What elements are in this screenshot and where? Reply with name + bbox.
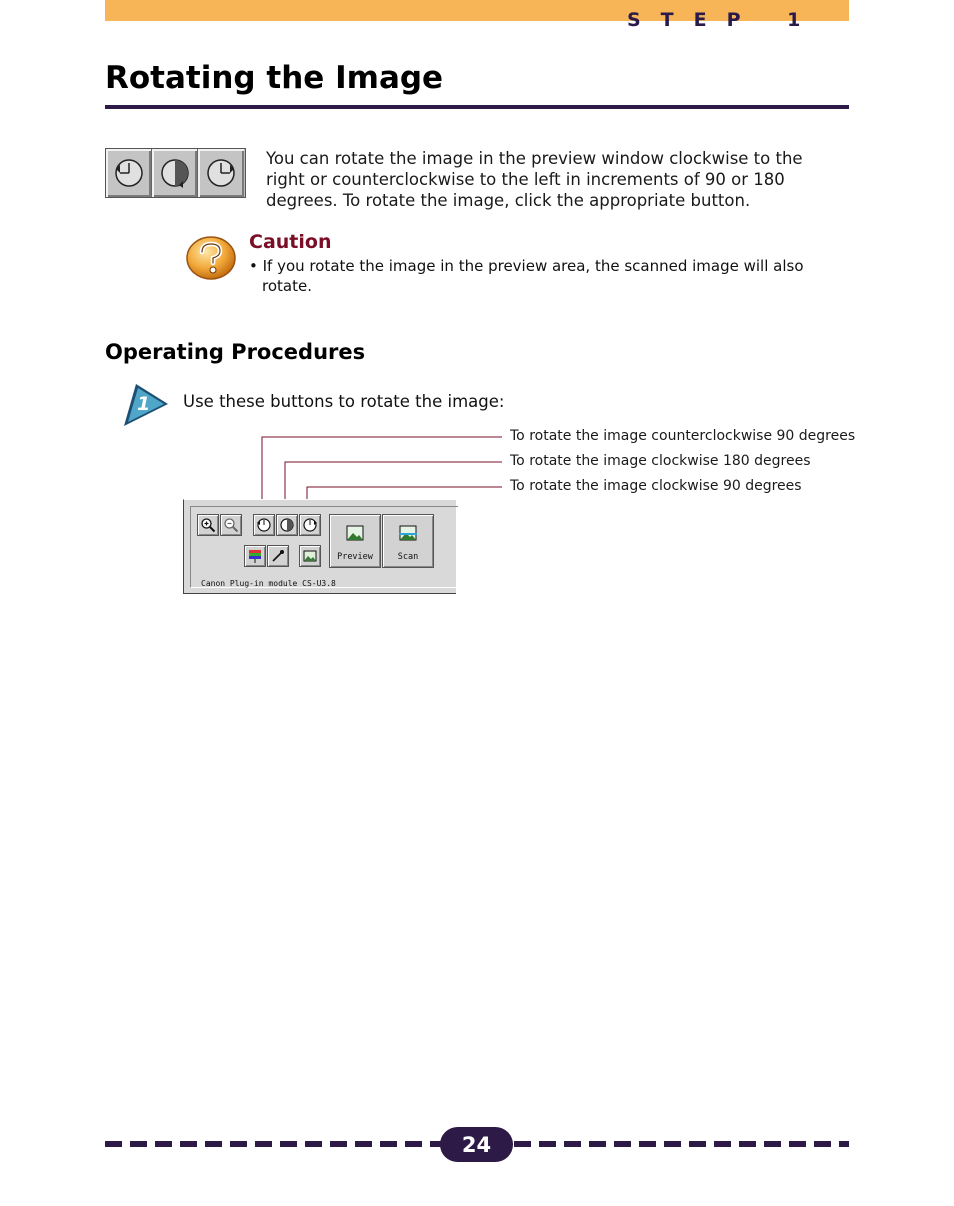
zoom-out-icon [223,517,239,533]
callout-ccw-90: To rotate the image counterclockwise 90 degrees [510,428,856,444]
preview-image-icon [346,525,364,541]
zoom-in-button[interactable] [197,514,219,536]
rotate-ccw-small-icon [256,517,272,533]
preview-label: Preview [337,552,373,562]
scan-image-icon [399,525,417,541]
caution-text: • If you rotate the image in the preview area, the scanned image will also rotate. [249,257,804,295]
toolbar-inner [190,506,458,588]
step-number: 1 [137,393,151,415]
rotate-cw-90-button[interactable] [198,149,244,197]
section-heading: Operating Procedures [105,340,366,364]
toolbar-rotate-cw-button[interactable] [299,514,321,536]
scan-label: Scan [397,552,419,562]
page-number: 24 [440,1127,513,1162]
image-adjust-button[interactable] [299,545,321,567]
title-rule [105,105,849,109]
image-icon [302,548,318,564]
rotate-ccw-icon [111,155,147,191]
caution-question-icon [185,234,237,282]
footer-dashes-left [105,1141,443,1147]
caution-title: Caution [249,231,332,253]
scan-button[interactable] [382,514,434,568]
rotate-180-button[interactable] [152,149,198,197]
toolbar-rotate-180-button[interactable] [276,514,298,536]
eyedropper-icon [270,548,286,564]
zoom-in-icon [200,517,216,533]
scanner-toolbar-panel [183,499,456,594]
rotate-180-icon [157,155,193,191]
callout-cw-90: To rotate the image clockwise 90 degrees [510,478,802,494]
rotate-180-small-icon [279,517,295,533]
eyedropper-button[interactable] [267,545,289,567]
color-bars-icon [247,548,263,564]
rotate-button-group [105,148,246,198]
footer-dashes-right [514,1141,849,1147]
page-title: Rotating the Image [105,60,444,96]
step-number-badge [122,382,170,428]
intro-paragraph: You can rotate the image in the preview window clockwise to the right or counterclockwise to the left in increments of 90 or 180 degrees. To rotate the image, click the appropriate button. [266,149,803,210]
rotate-cw-small-icon [302,517,318,533]
preview-button[interactable] [329,514,381,568]
step-label: STEP 1 [627,9,821,31]
plugin-module-label: Canon Plug-in module CS-U3.8 [201,579,336,588]
step-text: Use these buttons to rotate the image: [183,392,505,411]
toolbar-rotate-ccw-button[interactable] [253,514,275,536]
rotate-ccw-90-button[interactable] [106,149,152,197]
color-adjust-button[interactable] [244,545,266,567]
callout-cw-180: To rotate the image clockwise 180 degrees [510,453,811,469]
rotate-cw-icon [203,155,239,191]
zoom-out-button[interactable] [220,514,242,536]
